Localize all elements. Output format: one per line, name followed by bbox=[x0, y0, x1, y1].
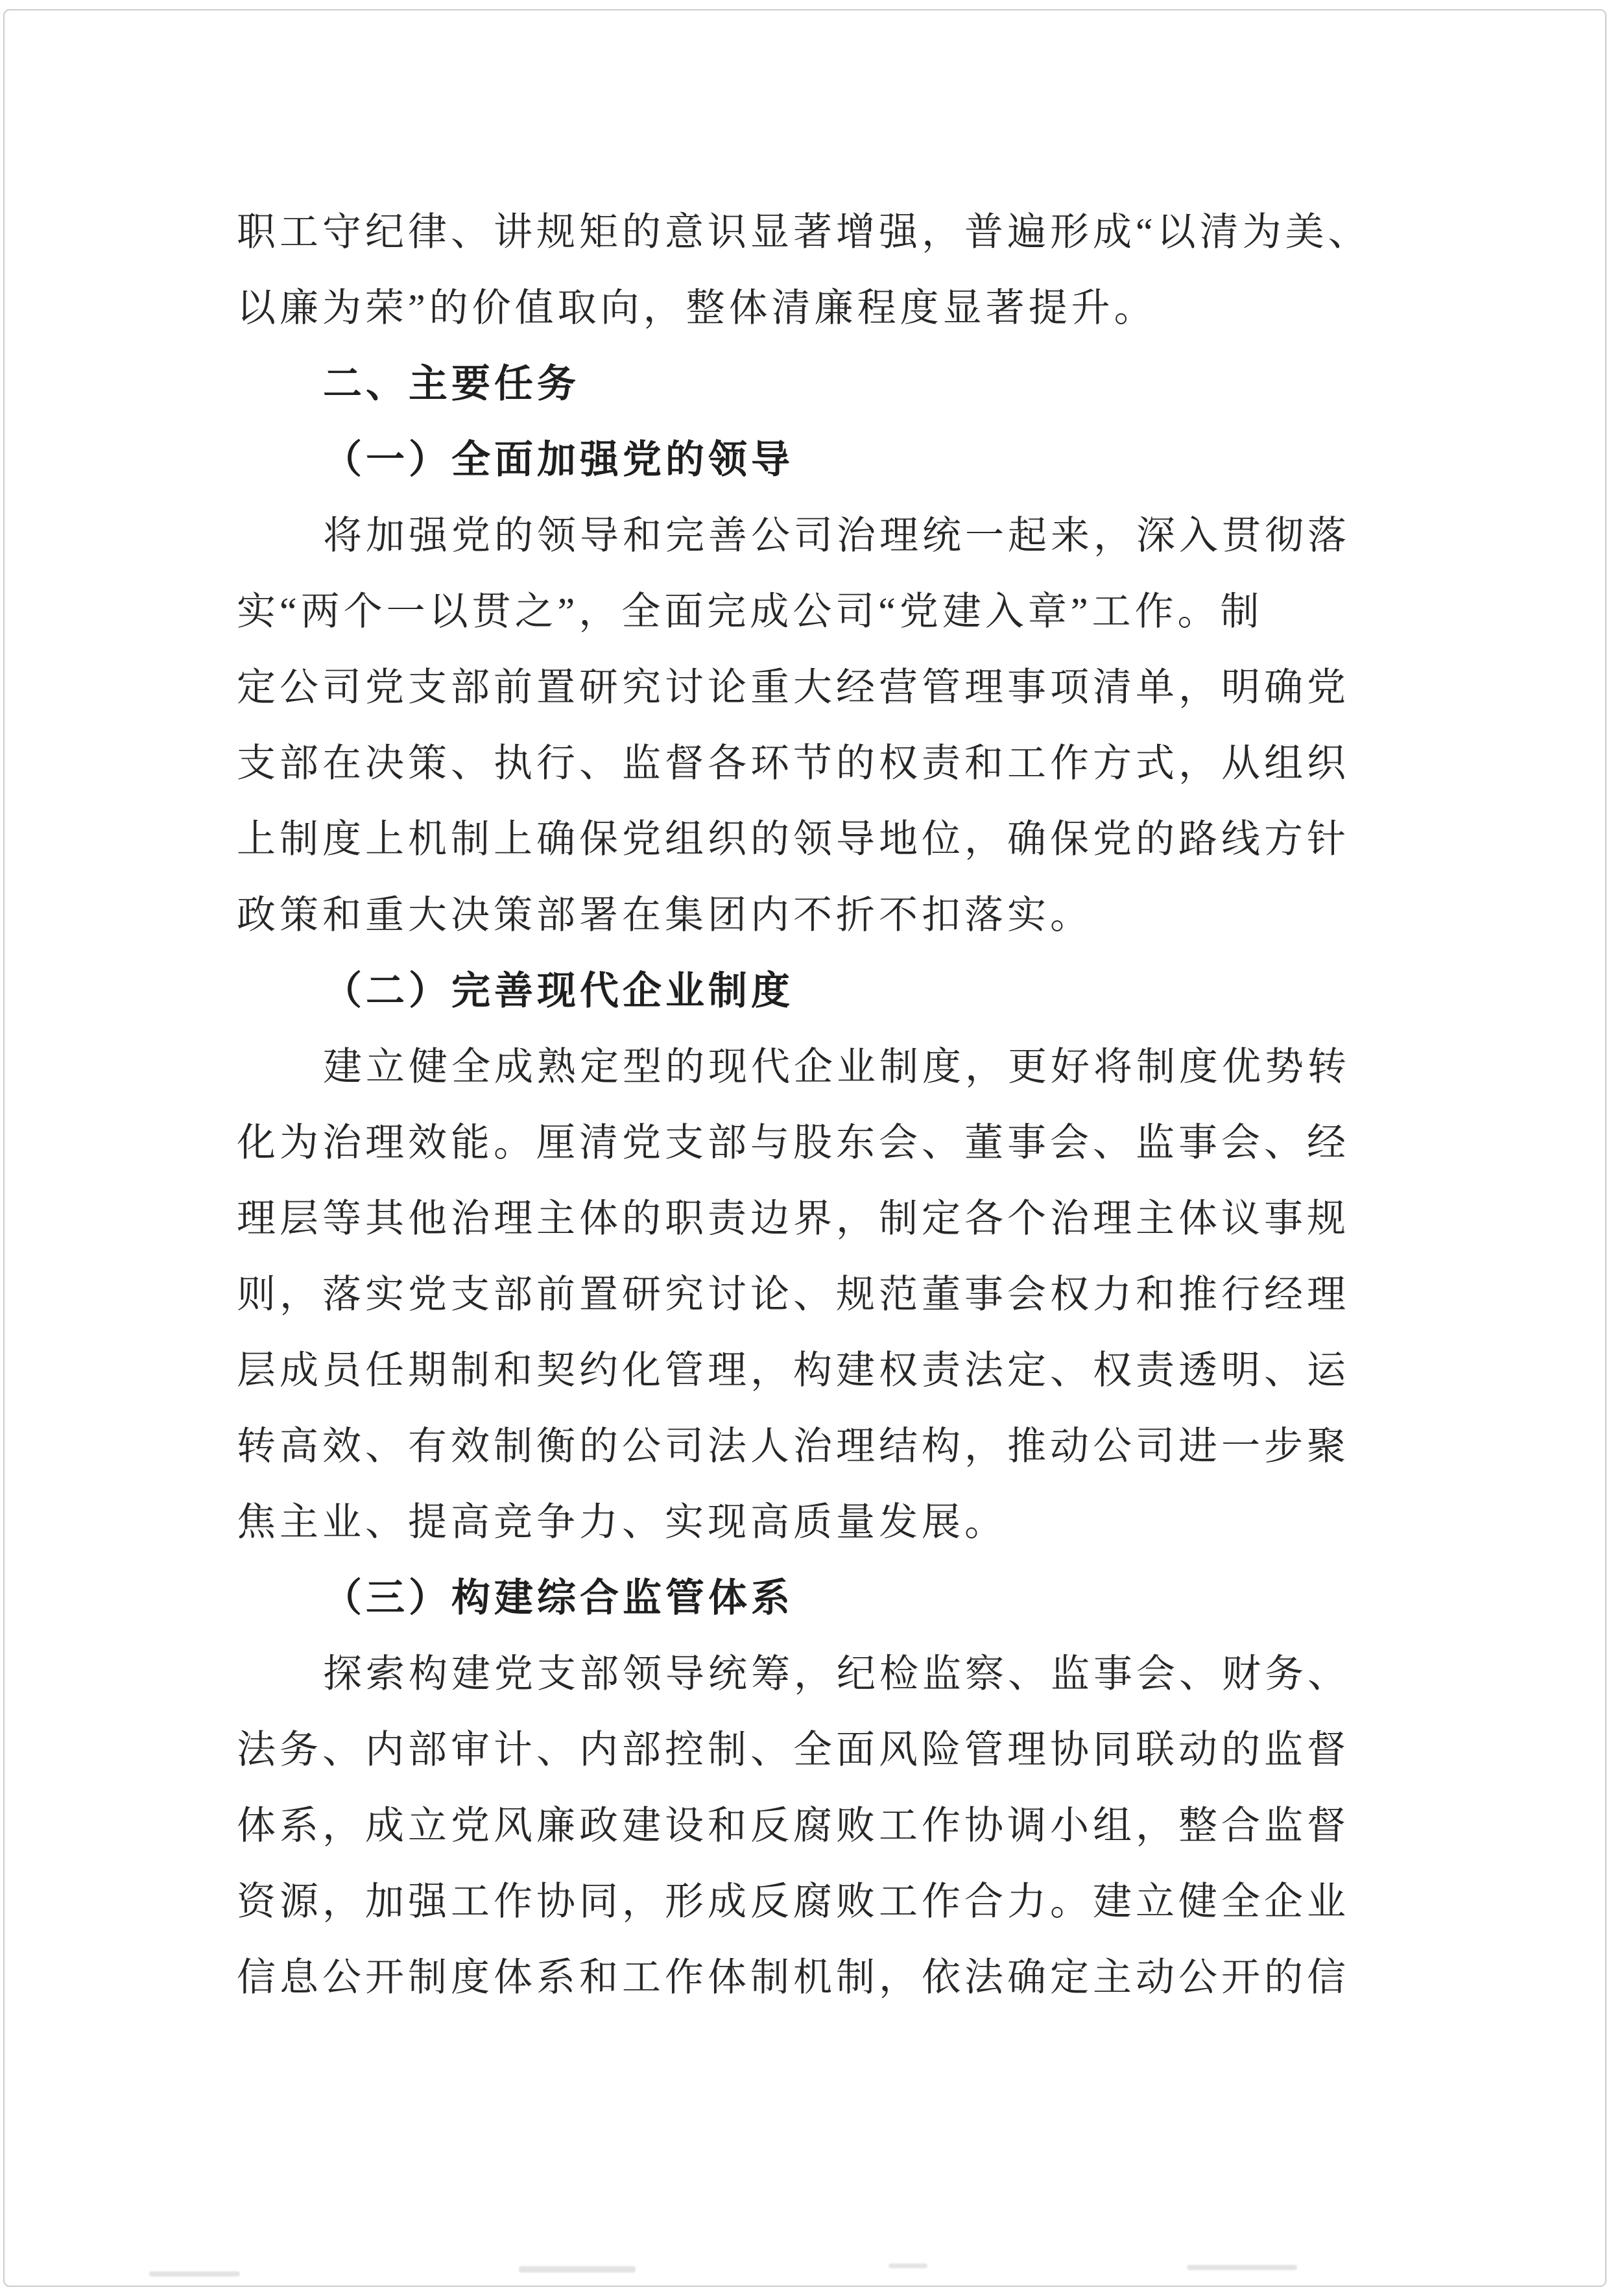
scan-artifact bbox=[1187, 2265, 1297, 2270]
section-heading-1: （一）全面加强党的领导 bbox=[323, 438, 794, 481]
section-heading-main: 二、主要任务 bbox=[323, 363, 580, 405]
scan-artifact bbox=[149, 2271, 240, 2277]
scan-artifact bbox=[519, 2266, 636, 2273]
text-line: 层成员任期制和契约化管理，构建权责法定、权责透明、运 bbox=[237, 1349, 1350, 1392]
scan-artifact bbox=[889, 2264, 927, 2268]
text-line: 职工守纪律、讲规矩的意识显著增强，普遍形成“以清为美、 bbox=[237, 211, 1371, 254]
text-line: 资源，加强工作协同，形成反腐败工作合力。建立健全企业 bbox=[237, 1880, 1350, 1923]
document-text bbox=[237, 195, 1411, 2016]
text-line: 支部在决策、执行、监督各环节的权责和工作方式，从组织 bbox=[237, 742, 1350, 785]
text-line: 法务、内部审计、内部控制、全面风险管理协同联动的监督 bbox=[237, 1728, 1350, 1771]
section-heading-2: （二）完善现代企业制度 bbox=[323, 970, 794, 1012]
text-line: 焦主业、提高竞争力、实现高质量发展。 bbox=[237, 1501, 1007, 1544]
text-line: 以廉为荣”的价值取向，整体清廉程度显著提升。 bbox=[237, 287, 1157, 329]
text-line: 化为治理效能。厘清党支部与股东会、董事会、监事会、经 bbox=[237, 1121, 1350, 1164]
text-line: 转高效、有效制衡的公司法人治理结构，推动公司进一步聚 bbox=[237, 1425, 1350, 1468]
text-line: 则，落实党支部前置研究讨论、规范董事会权力和推行经理 bbox=[237, 1273, 1350, 1316]
text-line: 建立健全成熟定型的现代企业制度，更好将制度优势转 bbox=[323, 1046, 1350, 1088]
text-line: 将加强党的领导和完善公司治理统一起来，深入贯彻落 bbox=[323, 514, 1350, 557]
text-line: 定公司党支部前置研究讨论重大经营管理事项清单，明确党 bbox=[237, 666, 1350, 709]
section-heading-3: （三）构建综合监管体系 bbox=[323, 1577, 794, 1620]
text-line: 探索构建党支部领导统筹，纪检监察、监事会、财务、 bbox=[323, 1653, 1350, 1695]
text-line: 体系，成立党风廉政建设和反腐败工作协调小组，整合监督 bbox=[237, 1804, 1350, 1847]
text-line: 上制度上机制上确保党组织的领导地位，确保党的路线方针 bbox=[237, 818, 1350, 861]
text-line: 信息公开制度体系和工作体制机制，依法确定主动公开的信 bbox=[237, 1956, 1350, 1999]
text-line: 政策和重大决策部署在集团内不折不扣落实。 bbox=[237, 894, 1093, 937]
text-line: 理层等其他治理主体的职责边界，制定各个治理主体议事规 bbox=[237, 1197, 1350, 1240]
text-line: 实“两个一以贯之”，全面完成公司“党建入章”工作。制 bbox=[237, 590, 1263, 633]
